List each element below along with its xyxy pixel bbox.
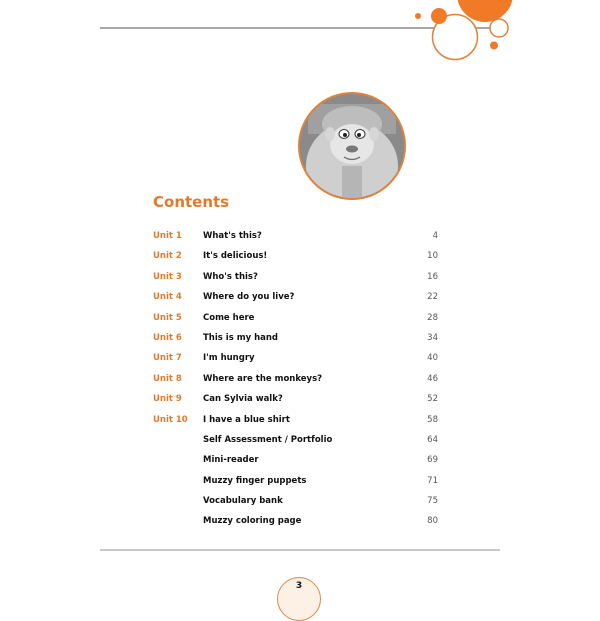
toc-row[interactable] xyxy=(153,372,438,392)
small-outline-circle-icon xyxy=(490,19,508,37)
toc-row[interactable] xyxy=(153,331,438,351)
chapter-title: I'm hungry xyxy=(203,353,255,364)
page-number: 28 xyxy=(427,312,438,323)
toc-row[interactable] xyxy=(153,290,438,310)
contents-title: Contents xyxy=(153,193,230,211)
unit-label: Unit 8 xyxy=(153,373,182,384)
toc-row[interactable] xyxy=(153,229,438,249)
toc-row[interactable] xyxy=(153,453,438,473)
toc-row[interactable] xyxy=(153,392,438,412)
toc-row[interactable] xyxy=(153,433,438,453)
page-number: 52 xyxy=(427,394,438,405)
chapter-title: Muzzy coloring page xyxy=(203,516,302,527)
unit-label: Unit 9 xyxy=(153,394,182,405)
page-number: 16 xyxy=(427,271,438,282)
page-number: 64 xyxy=(427,434,438,445)
medium-filled-circle-icon xyxy=(431,8,447,24)
unit-label: Unit 2 xyxy=(153,251,182,262)
unit-label: Unit 3 xyxy=(153,271,182,282)
unit-label: Unit 6 xyxy=(153,332,182,343)
page-number: 58 xyxy=(427,414,438,425)
toc-row[interactable] xyxy=(153,270,438,290)
page-number: 75 xyxy=(427,496,438,507)
page-number: 80 xyxy=(427,516,438,527)
chapter-title: Can Sylvia walk? xyxy=(203,394,283,405)
unit-label: Unit 10 xyxy=(153,414,188,425)
toc-row[interactable] xyxy=(153,413,438,433)
page-number: 69 xyxy=(427,455,438,466)
page-number: 34 xyxy=(427,332,438,343)
chapter-title: It's delicious! xyxy=(203,251,268,262)
page-number-text: 3 xyxy=(295,581,303,591)
chapter-title: Come here xyxy=(203,312,255,323)
tiny-dot-icon xyxy=(415,13,421,19)
chapter-title: Mini-reader xyxy=(203,455,259,466)
chapter-title: Where are the monkeys? xyxy=(203,373,323,384)
page-number: 10 xyxy=(427,251,438,262)
toc-row[interactable] xyxy=(153,474,438,494)
page-number: 4 xyxy=(432,231,438,241)
chapter-title: Who's this? xyxy=(203,271,258,282)
small-filled-circle-icon xyxy=(490,42,498,50)
page-number: 40 xyxy=(427,353,438,364)
toc-row[interactable] xyxy=(153,249,438,269)
toc-row[interactable] xyxy=(153,311,438,331)
unit-label: Unit 1 xyxy=(153,231,182,241)
toc-row[interactable] xyxy=(153,494,438,514)
toc-row[interactable] xyxy=(153,351,438,371)
chapter-title: I have a blue shirt xyxy=(203,414,290,425)
unit-label: Unit 4 xyxy=(153,292,182,303)
lion-icon xyxy=(300,94,404,198)
chapter-title: This is my hand xyxy=(203,332,278,343)
chapter-title: Where do you live? xyxy=(203,292,295,303)
page-number-badge xyxy=(277,577,321,621)
page-number: 46 xyxy=(427,373,438,384)
chapter-title: Self Assessment / Portfolio xyxy=(203,434,333,445)
bottom-rule xyxy=(100,549,500,551)
chapter-title: Vocabulary bank xyxy=(203,496,283,507)
page-number: 71 xyxy=(427,475,438,486)
lion-portrait-image xyxy=(298,92,406,200)
orange-circles-decoration xyxy=(0,0,600,80)
table-of-contents xyxy=(153,229,438,535)
chapter-title: Muzzy finger puppets xyxy=(203,475,307,486)
unit-label: Unit 7 xyxy=(153,353,182,364)
toc-row[interactable] xyxy=(153,514,438,534)
unit-label: Unit 5 xyxy=(153,312,182,323)
chapter-title: What's this? xyxy=(203,231,262,241)
page-number: 22 xyxy=(427,292,438,303)
